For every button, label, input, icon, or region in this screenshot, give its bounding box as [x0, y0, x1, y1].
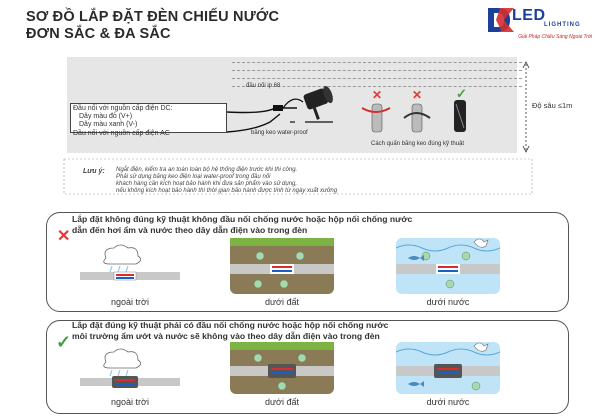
wrap-caption: Cách quấn băng keo đúng kỹ thuật	[371, 141, 465, 147]
underwater-spotlight	[302, 85, 338, 122]
correct-wrap-mark: ✓	[456, 86, 467, 101]
scene-label-outdoor: ngoài trời	[111, 397, 149, 407]
scene-label-outdoor: ngoài trời	[111, 297, 149, 307]
scene-label-underground: dưới đất	[265, 397, 299, 407]
note-item: Ngắt điện, kiểm tra an toàn toàn bộ hệ thống điện trước khi thi công.	[116, 167, 298, 173]
outdoor-scene-wrong	[80, 244, 180, 294]
scene-label-underground: dưới đất	[265, 297, 299, 307]
depth-label: Độ sâu ≤1m	[532, 101, 573, 110]
notes-heading: Lưu ý:	[83, 168, 105, 175]
water-line	[232, 70, 522, 71]
wrong-wrap-mark-1: ✕	[372, 88, 383, 102]
wrong-mark-icon: ✕	[57, 228, 71, 245]
water-surface-line	[232, 62, 522, 63]
logo-tagline: Giải Pháp Chiếu Sáng Ngoài Trời	[518, 34, 592, 40]
underwater-scene-correct	[396, 342, 500, 394]
underwater-scene-wrong	[396, 238, 500, 294]
scene-label-underwater: dưới nước	[426, 397, 470, 407]
dc-red-wire: Dây màu đỏ (V+)	[79, 113, 133, 120]
correct-mark-icon: ✓	[56, 332, 72, 352]
logo-brand-text: LED	[512, 7, 546, 24]
correct-panel-title-line2: môi trường ẩm ướt và nước sẽ không vào theo dây dẫn điện vào trong đèn	[72, 331, 380, 341]
wrong-wrap-mark-2: ✕	[412, 88, 423, 102]
note-item: nếu không kích hoạt bảo hành thì thời gian bảo hành được tính từ ngày xuất xưởng	[116, 188, 338, 194]
underground-scene-wrong	[230, 238, 334, 294]
wrong-panel-title-line2: dẫn đến hơi ẩm và nước theo dây dẫn điện vào trong đèn	[72, 225, 308, 235]
scene-label-underwater: dưới nước	[426, 297, 470, 307]
logo-sub-text: LIGHTING	[544, 22, 581, 28]
page-title-line1: SƠ ĐỒ LẮP ĐẶT ĐÈN CHIẾU NƯỚC	[26, 9, 280, 25]
page-title-line2: ĐƠN SẮC & ĐA SẮC	[26, 26, 171, 42]
dc-green-wire: Dây màu xanh (V-)	[79, 121, 138, 128]
underground-scene-correct	[230, 342, 334, 394]
brand-logo	[486, 6, 592, 42]
tape-label: băng keo water-proof	[251, 130, 308, 136]
dc-title: Đầu nối với nguồn cấp điện DC:	[73, 105, 173, 112]
ip68-connector-label: đầu nối ip 68	[246, 83, 281, 89]
ac-connection-label: Đầu nối với nguồn cấp điện AC	[73, 130, 170, 137]
note-item: Phải sử dụng băng keo điện loại water-proof trong đầu nối	[116, 174, 271, 180]
outdoor-scene-correct	[80, 348, 180, 394]
correct-panel-title-line1: Lắp đặt đúng kỹ thuật phải có đầu nối chống nước hoặc hộp nối chống nước	[72, 320, 389, 330]
water-line	[232, 78, 522, 79]
note-item: khách hàng cần kích hoạt bảo hành khi đưa sản phẩm vào sử dụng,	[116, 181, 298, 187]
wrong-panel-title-line1: Lắp đặt không đúng kỹ thuật không đầu nối chống nước hoặc hộp nối chống nước	[72, 214, 413, 224]
